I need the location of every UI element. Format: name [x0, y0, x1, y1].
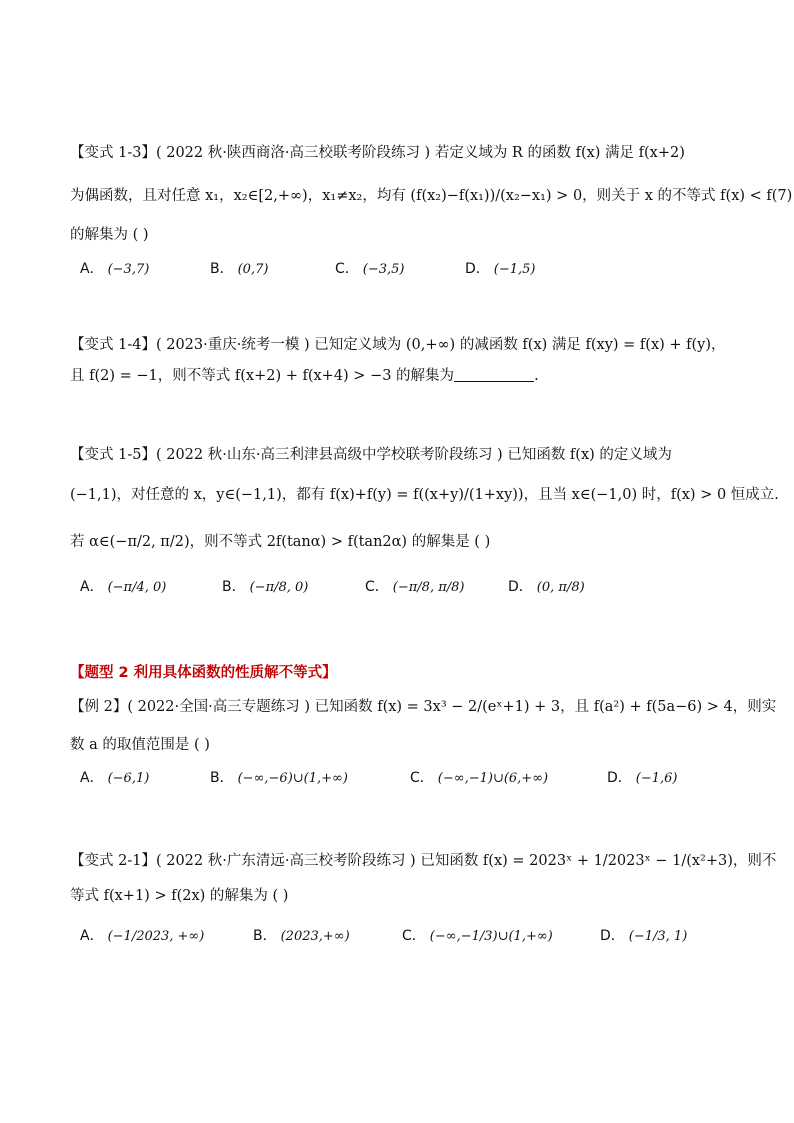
q13-option-d[interactable]: D． (−1,5): [465, 261, 536, 277]
q15-option-b[interactable]: B． (−π/8, 0): [222, 579, 309, 595]
q15-line-3: 若 α∈(−π/2, π/2)，则不等式 2f(tanα) > f(tan2α) 的解集是 ( ): [70, 534, 491, 550]
q14-line-1: 【变式 1-4】( 2023·重庆·统考一模 ) 已知定义域为 (0,+∞) 的减函数 f(x) 满足 f(xy) = f(x) + f(y)，: [70, 337, 726, 353]
ex2-options: [80, 767, 720, 791]
topic-2-heading: 【题型 2 利用具体函数的性质解不等式】: [70, 665, 337, 681]
q13-option-c[interactable]: C． (−3,5): [335, 261, 405, 277]
q21-line-1: 【变式 2-1】( 2022 秋·广东清远·高三校考阶段练习 ) 已知函数 f(x) = 2023ˣ + 1/2023ˣ − 1/(x²+3)，则不: [70, 853, 777, 869]
ex2-line-1: 【例 2】( 2022·全国·高三专题练习 ) 已知函数 f(x) = 3x³ − 2/(eˣ+1) + 3，且 f(a²) + f(5a−6) > 4，则实: [70, 699, 777, 715]
q21-option-a[interactable]: A． (−1/2023, +∞): [80, 928, 205, 944]
q13-line-2: 为偶函数，且对任意 x₁，x₂∈[2,+∞)，x₁≠x₂，均有 (f(x₂)−f(x₁))/(x₂−x₁) > 0，则关于 x 的不等式 f(x) < f(7): [70, 188, 793, 204]
q15-options: [80, 576, 720, 600]
ex2-line-2: 数 a 的取值范围是 ( ): [70, 737, 210, 753]
ex2-option-c[interactable]: C． (−∞,−1)∪(6,+∞): [410, 770, 549, 786]
ex2-option-d[interactable]: D． (−1,6): [607, 770, 678, 786]
q21-option-c[interactable]: C． (−∞,−1/3)∪(1,+∞): [402, 928, 553, 944]
q21-line-2: 等式 f(x+1) > f(2x) 的解集为 ( ): [70, 888, 289, 904]
q13-option-b[interactable]: B． (0,7): [210, 261, 269, 277]
q15-option-d[interactable]: D． (0, π/8): [508, 579, 585, 595]
q15-line-1: 【变式 1-5】( 2022 秋·山东·高三利津县高级中学校联考阶段练习 ) 已知函数 f(x) 的定义域为: [70, 447, 672, 463]
answer-blank[interactable]: [454, 367, 534, 382]
q21-options: [80, 925, 720, 949]
q14-period: .: [534, 368, 539, 384]
q13-option-a[interactable]: A． (−3,7): [80, 261, 150, 277]
q14-line-2-text: 且 f(2) = −1，则不等式 f(x+2) + f(x+4) > −3 的解集为: [70, 368, 455, 384]
q15-line-2: (−1,1)，对任意的 x，y∈(−1,1)，都有 f(x)+f(y) = f((x+y)/(1+xy))，且当 x∈(−1,0) 时，f(x) > 0 恒成立.: [70, 487, 779, 503]
q14-line-2: [70, 366, 730, 386]
ex2-option-b[interactable]: B． (−∞,−6)∪(1,+∞): [210, 770, 348, 786]
ex2-option-a[interactable]: A． (−6,1): [80, 770, 150, 786]
q13-line-1: 【变式 1-3】( 2022 秋·陕西商洛·高三校联考阶段练习 ) 若定义域为 R 的函数 f(x) 满足 f(x+2): [70, 145, 685, 161]
q21-option-b[interactable]: B． (2023,+∞): [253, 928, 350, 944]
q21-option-d[interactable]: D． (−1/3, 1): [600, 928, 688, 944]
q13-options: [80, 258, 720, 282]
q15-option-c[interactable]: C． (−π/8, π/8): [365, 579, 465, 595]
q15-option-a[interactable]: A． (−π/4, 0): [80, 579, 167, 595]
q13-line-3: 的解集为 ( ): [70, 227, 149, 243]
